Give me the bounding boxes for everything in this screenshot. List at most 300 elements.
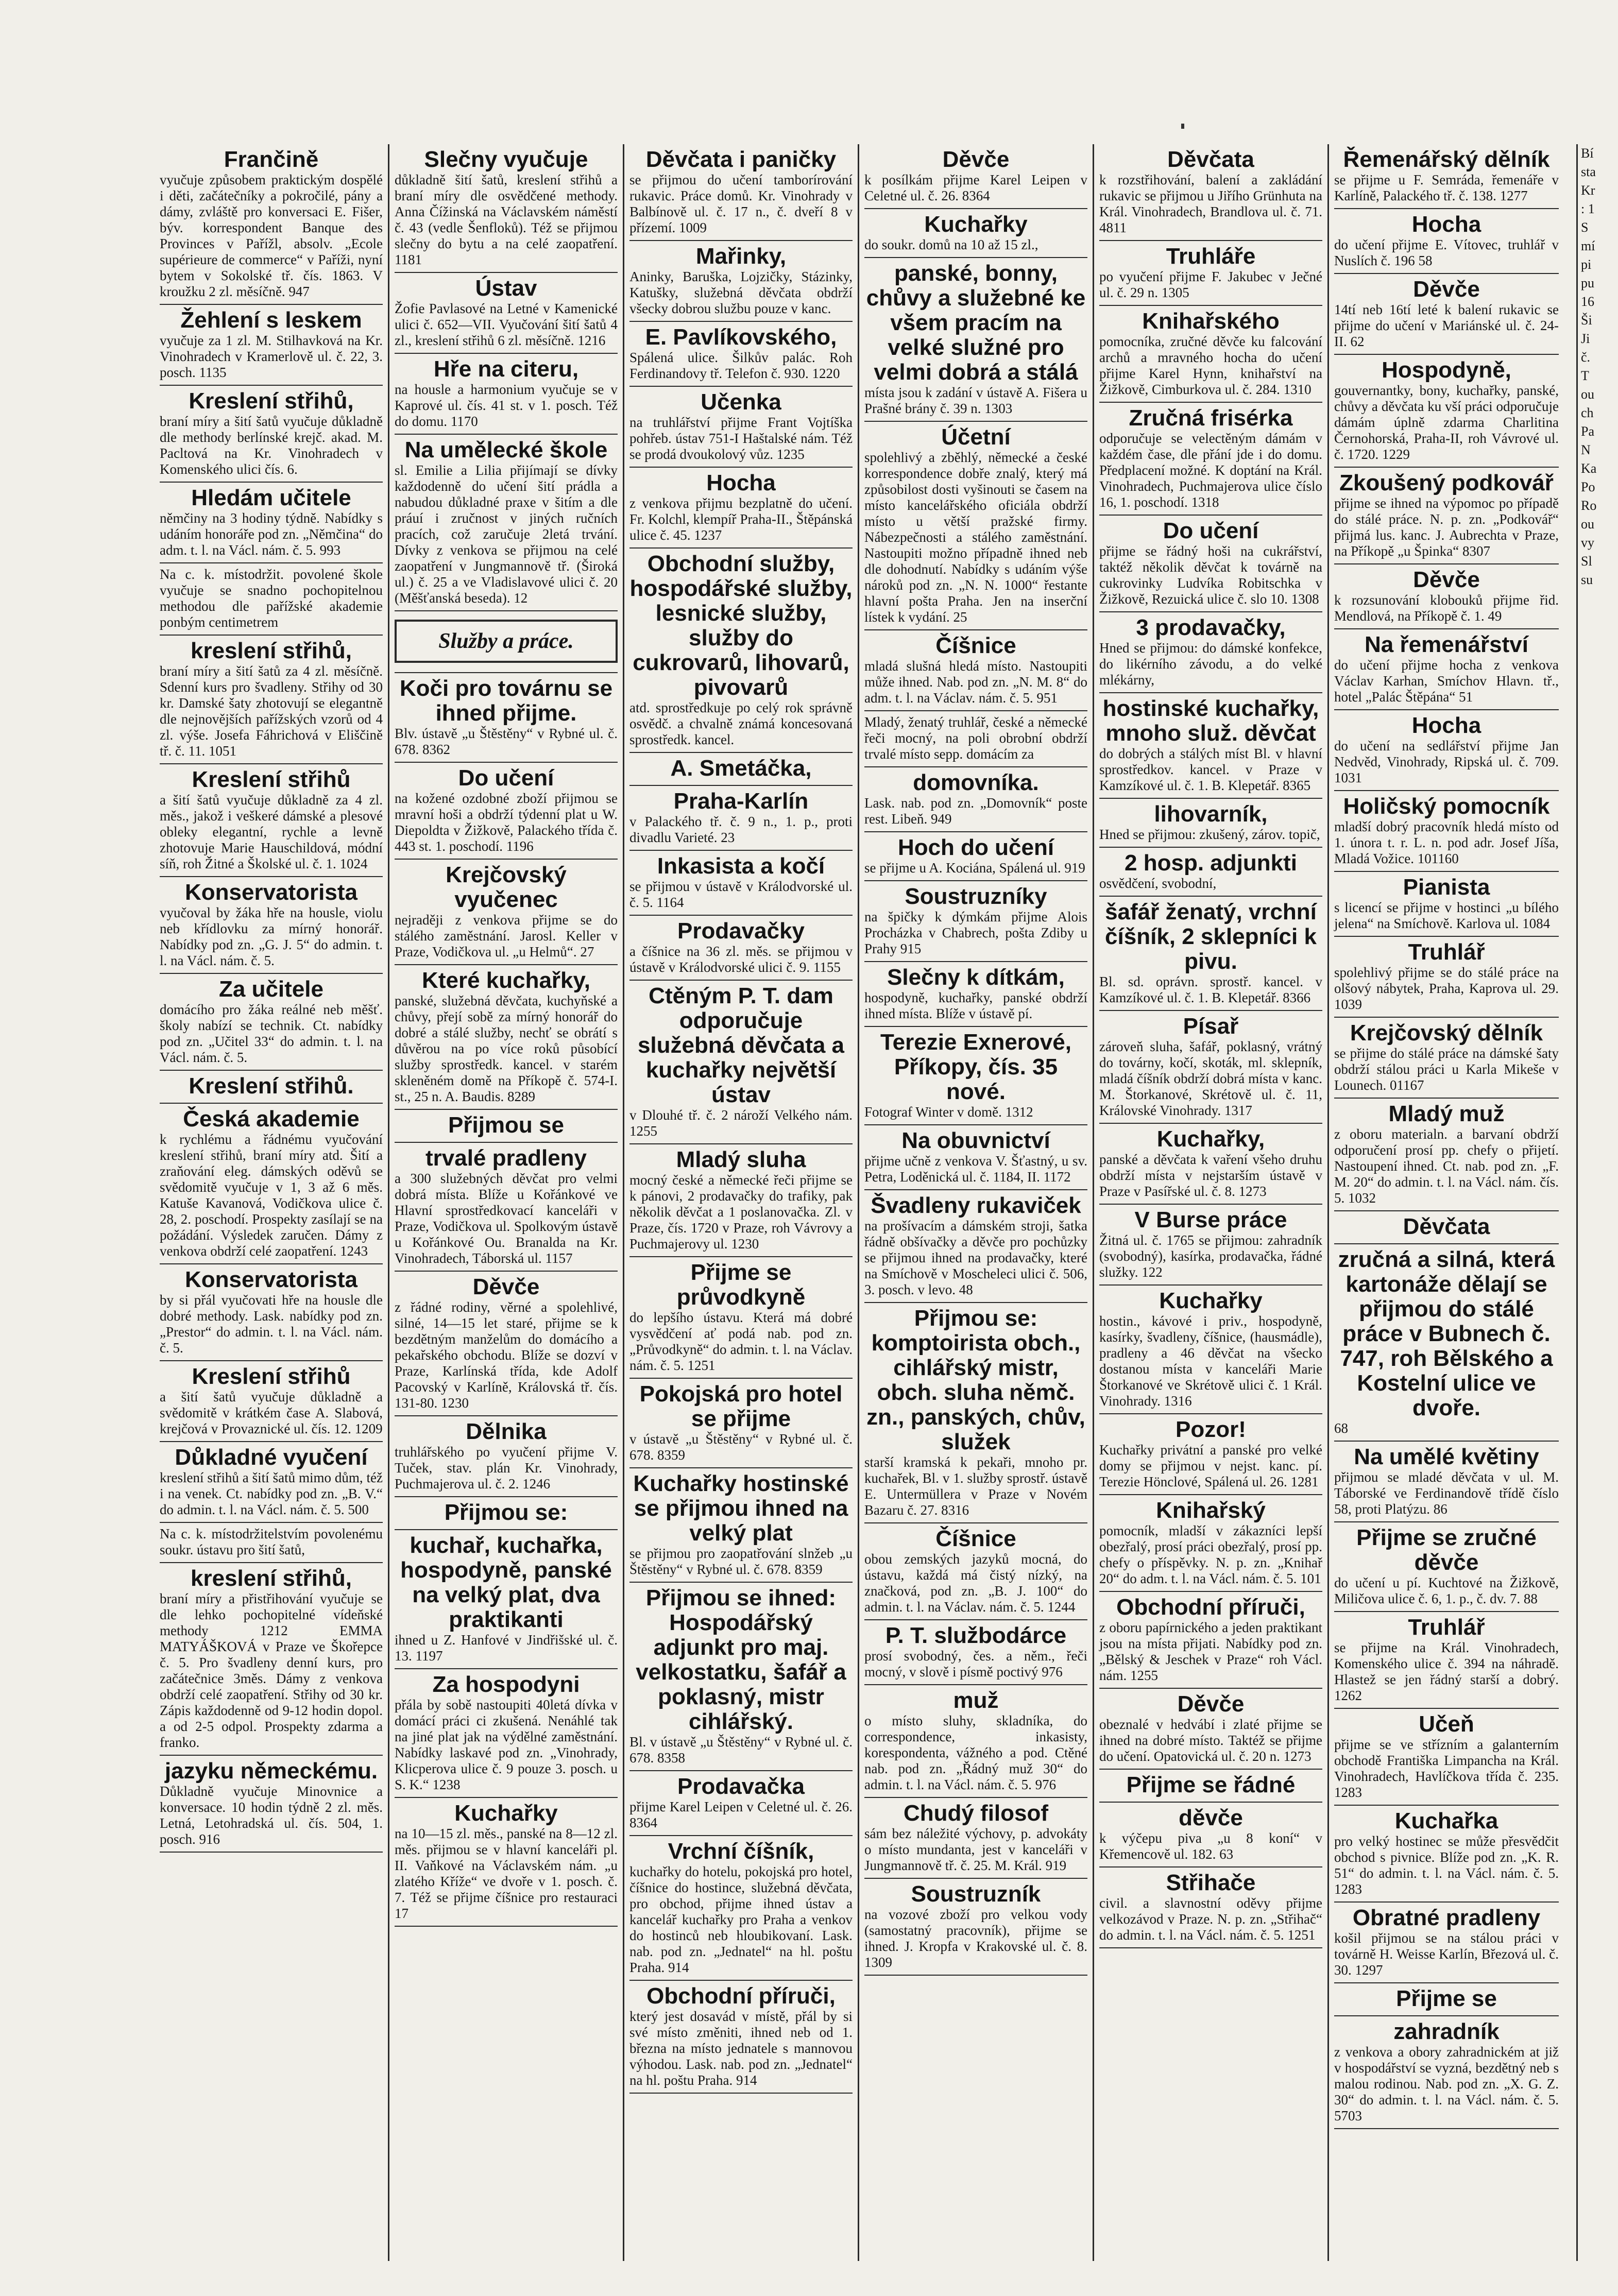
ad-heading: Slečny vyučuje [424,147,588,172]
classified-ad [160,386,383,483]
classified-ad [1334,710,1559,791]
classified-ad [864,1303,1087,1523]
ad-body: osvědčení, svobodní, [1099,876,1217,891]
ad-heading: Děvče [472,1274,540,1299]
ad-heading: Inkasista a kočí [657,853,825,879]
ad-heading: Kuchařky [454,1801,558,1826]
ad-heading: děvče [1179,1805,1243,1830]
ad-body: přijme se ve střízním a galanterním obchodě Františka Limpancha na Král. Vinohradech, Havlíčkova třída č. 235. 1283 [1334,1737,1559,1800]
ad-body: z řádné rodiny, věrné a spolehlivé, silné, 14—15 let staré, přijme se k bezdětným manželům do domácího a pekařského obchodu. Blíže se dozví v Praze, Karlínská třída, kde Adolf Pacovský v Karlíně, Královská tř. čís. 131-80. 1230 [395,1299,618,1411]
ad-body: přijme učně z venkova V. Šťastný, u sv. Petra, Loděnická ul. č. 1184, II. 1172 [864,1153,1087,1185]
ad-heading: Soustruzník [911,1881,1041,1907]
ad-heading: Děvčata i paničky [645,147,837,172]
classified-ad [864,962,1087,1027]
classified-ad [1099,1414,1322,1495]
classified-ad [864,1027,1087,1125]
ad-body: obeznalé v hedvábí i zlaté přijme se ihned na dobré místo. Taktéž se přijme do učení. Opatovická ul. č. 20 n. 1273 [1099,1717,1322,1764]
classified-ad [160,877,383,974]
ad-heading: Hocha [1411,713,1481,738]
cut-off-text-fragment: ou [1581,387,1594,402]
cut-off-text-fragment: Ši [1581,313,1592,328]
cut-off-text-fragment: pi [1581,257,1592,272]
classified-ad [1334,2016,1559,2129]
ad-body: se přijme na Král. Vinohradech, Komenského ulice č. 394 na náhradě. Hlastež se jen řádný starší a dobrý. 1262 [1334,1640,1559,1703]
ad-heading: Řemenářský dělník [1343,147,1550,172]
ad-heading: Účetní [941,424,1011,450]
column-5 [1094,144,1329,2261]
ad-heading: hostinské kuchařky, mnoho služ. děvčat [1102,696,1319,746]
ad-heading: Přijmou se: komptoirista obch., cihlářský mistr, obch. sluha němč. zn., panských, chův, služek [866,1306,1085,1454]
classified-ad [1099,1286,1322,1414]
ad-heading: Pianista [1403,875,1490,900]
classified-ad [629,786,853,851]
ad-heading: kuchař, kuchařka, hospodyně, panské na velký plat, dva praktikanti [400,1533,612,1632]
classified-ad [1334,872,1559,937]
ad-heading: Pokojská pro hotel se přijme [639,1381,843,1431]
classified-ad [1099,693,1322,799]
ad-heading: Konservatorista [184,1267,357,1292]
ad-body: Aninky, Baruška, Lojzičky, Stázinky, Katušky, služebná děvčata obdrží všecky dobrou službu pouze v kanc. [629,269,853,316]
ad-body: domácího pro žáka reálné neb měšť. školy nabízí se technik. Ct. nabídky pod zn. „Učitel 33“ do admin. t. l. na Václ. nám. č. 5. [160,1002,383,1065]
classified-ad [1334,209,1559,274]
classified-ad [629,1836,853,1981]
ad-body: Blv. ústavě „u Štěstěny“ v Rybné ul. č. 678. 8362 [395,726,618,757]
classified-ad [160,1756,383,1853]
classified-ad [864,1523,1087,1620]
ad-body: k posílkám přijme Karel Leipen v Celetné ul. č. 26. 8364 [864,172,1087,203]
ad-body: a šití šatů vyučuje důkladně a svědomitě v krátkém čase A. Slabová, krejčová v Provaznické ul. čís. 12. 1209 [160,1389,383,1436]
cut-off-text-fragment: Kr [1581,183,1595,198]
classified-ad [629,1468,853,1583]
ad-body: košil přijmou se na stálou práci v továrně H. Weisse Karlín, Březová ul. č. 30. 1297 [1334,1930,1559,1978]
ad-body: vyučoval by žáka hře na housle, violu neb křídlovku za mírný honorář. Nabídky pod zn. „G. J. 5“ do admin. t. l. na Václ. nám. č. 5. [160,905,383,968]
ad-body: braní míry a šití šatů vyučuje důkladně dle methody berlínské krejč. akad. M. Pacltová na Kr. Vinohradech v Komenského ulici čís. 6. [160,414,383,477]
ad-heading: Truhlář [1408,939,1485,965]
ad-body: z oboru papírnického a jeden praktikant jsou na místa přijati. Nabídky pod zn. „Bělský & Jeschek v Praze“ roh Václ. nám. 1255 [1099,1620,1322,1683]
ad-body: s licencí se přijme v hostinci „u bílého jelena“ na Smíchově. Karlova ul. 1084 [1334,900,1559,931]
ad-body: přijme se řádný hoši na cukrářství, taktéž několik děvčat k továrně na cukrovinky Ludvíka Robitschka v Žižkově, Rezuická ulice č. slo 10. 1308 [1099,543,1322,607]
ad-heading: Do učení [458,765,554,791]
classified-ad [395,1143,618,1272]
ad-body: civil. a slavnostní oděvy přijme velkozávod v Praze. N. p. zn. „Střihač“ do admin. t. l. na Václ. nám. č. 5. 1251 [1099,1895,1322,1943]
classified-ad [864,258,1087,422]
classified-ad [864,1798,1087,1879]
ad-heading: šafář ženatý, vrchní číšník, 2 sklepníci k pivu. [1105,899,1317,974]
ad-heading: Děvče [1177,1691,1245,1717]
ad-heading: Prodavačky [677,918,805,944]
ad-heading: 3 prodavačky, [1136,615,1286,640]
ad-body: mladší dobrý pracovník hledá místo od 1. února t. r. L. n. pod adr. Josef Jíša, Mladá Vožice. 101160 [1334,819,1559,866]
ad-heading: Chudý filosof [903,1801,1049,1826]
cut-off-text-fragment: Pa [1581,424,1594,439]
classified-ad [395,673,618,763]
ad-body: Mladý, ženatý truhlář, české a německé řeči mocný, na poli obrobní obdrží trvalé místo sepp. domácím za [864,714,1087,762]
column-2 [389,144,624,2261]
ad-heading: Mladý sluha [676,1147,806,1172]
ad-body: vyučuje způsobem praktickým dospělé i děti, začátečníky a pokročilé, pány a dámy, zvláště pro konversaci E. Fišer, býv. korrespondent Banque des Provinces v Pařížl, absolv. „Ecole supérieure de commerce“ v Paříži, nyní bytem v Sokolské tř. čís. 1863. V kroužku 2 zl. měsíčně. 947 [160,172,383,299]
ad-body: z venkova a obory zahradnickém at již v hospodářství se vyzná, bezdětný neb s malou rodinou. Nab. pod zn. „X. G. Z. 30“ do admin. t. l. na Václ. nám. č. 5. 5703 [1334,2044,1559,2123]
classified-ad [1334,1244,1559,1442]
classified-ad [1334,355,1559,468]
cut-off-text-fragment: N [1581,442,1591,457]
ad-heading: Kuchařky [924,212,1028,237]
ad-body: Bl. sd. oprávn. sprostř. kancel. v Kamzíkové ul. č. 1. B. Klepetář. 8366 [1099,974,1322,1005]
ad-body: braní míry a přistřihování vyučuje se dle lehko pochopitelné vídeňské methody 1212 EMMA MATYÁŠKOVÁ v Praze ve Škořepce č. 5. Pro švadleny denní kurs, pro začátečnice 3měs. Dámy z venkova obdrží celé zaopatření. Střihy od 30 kr. Zápis každodenně od 9-12 hodin dopol. a od 2-5 odpol. Prospekty zdarma a franko. [160,1591,383,1750]
ad-heading: P. T. službodárce [885,1623,1067,1648]
ad-heading: Praha-Karlín [673,789,809,814]
ad-body: kuchařky do hotelu, pokojská pro hotel, číšnice do hostince, služebná děvčata, pro obchod, přijme ihned ústav a kancelář kuchařky pro Praha a venkov do hostinců neb hloubikovaní. Lask. nab. pod zn. „Jednatel“ na hl. poštu Praha. 914 [629,1864,853,1975]
ad-heading: Do učení [1163,518,1259,543]
classified-ad [1099,1124,1322,1205]
ink-speck [1181,124,1184,129]
ad-heading: Děvčata [1403,1214,1490,1239]
ad-body: místa jsou k zadání v ústavě A. Fišera u Prašné brány č. 39 n. 1303 [864,385,1087,416]
classified-ad [629,549,853,753]
classified-ad [1334,1442,1559,1522]
classified-ad [864,1125,1087,1190]
ad-heading: Za učitele [219,976,323,1002]
cut-off-text-fragment: Po [1581,479,1595,494]
classified-ad [1099,1205,1322,1286]
classified-ad [629,753,853,786]
ad-heading: Důkladné vyučení [175,1445,368,1470]
ad-body: vyučuje za 1 zl. M. Stilhavková na Kr. Vinohradech v Kramerlově ul. č. 22, 3. posch. 1135 [160,333,383,380]
classified-ad [395,763,618,860]
classified-ad [629,322,853,387]
ad-heading: Knihařský [1156,1498,1266,1523]
classified-ad [1099,848,1322,897]
column-1 [155,144,389,2261]
ad-body: k výčepu piva „u 8 koní“ v Křemencově ul. 182. 63 [1099,1830,1322,1862]
ad-body: obou zemských jazyků mocná, do ústavu, každá má čistý nízký, na značková, pod zn. „B. J. 100“ do admin. t. l. na Václav. nám. č. 5. 1244 [864,1551,1087,1615]
ad-heading: Kuchařky, [1156,1126,1265,1152]
ad-body: do učení na sedlářství přijme Jan Nedvěd, Vinohrady, Ripská ul. č. 709. 1031 [1334,738,1559,785]
classified-ad [160,1523,383,1563]
classified-ad [1334,1211,1559,1244]
classified-ad [1334,1903,1559,1983]
classified-ad [1099,1770,1322,1803]
ad-body: v Dlouhé tř. č. 2 nároží Velkého nám. 1255 [629,1107,853,1139]
classified-ad [864,1190,1087,1303]
column-6 [1329,144,1564,2261]
ad-body: přijmou se mladé děvčata v ul. M. Táborské ve Ferdinandově třídě číslo 58, proti Platýzu. 86 [1334,1469,1559,1517]
classified-ad [160,1104,383,1264]
classified-ad [864,144,1087,209]
ad-body: se přijmou v ústavě v Králodvorské ul. č. 5. 1164 [629,879,853,910]
ad-heading: Kuchařka [1394,1808,1498,1834]
ad-body: v Palackého tř. č. 9 n., 1. p., proti divadlu Varieté. 23 [629,814,853,845]
classified-ad [395,273,618,354]
ad-body: Na c. k. místodržitelstvím povolenému soukr. ústavu pro šití šatů, [160,1526,383,1557]
ad-body: v ústavě „u Štěstěny“ v Rybné ul. č. 678. 8359 [629,1431,853,1463]
ad-body: na truhlářství přijme Frant Vojtíška pohřeb. ústav 751-I Haštalské nám. Též se prodá dvoukolový vůz. 1235 [629,415,853,462]
cut-off-text-fragment: Ka [1581,461,1597,476]
ad-heading: Kreslení střihů, [189,388,354,414]
ad-body: Hned se přijmou: zkušený, zárov. topič, [1099,827,1320,842]
cut-off-text-fragment: Bí [1581,146,1594,161]
classified-ad [864,767,1087,832]
ad-heading: Truhláře [1166,244,1256,269]
classified-ad [1099,144,1322,241]
ad-body: pomocníka, zručné děvče ku falcování archů a mravného hocha do učení přijme Karel Hynn, knihařství na Žižkově, Cimburkova ul. č. 284. 1310 [1099,334,1322,397]
ad-body: němčiny na 3 hodiny týdně. Nabídky s udáním honoráře pod zn. „Němčina“ do adm. t. l. na Václ. nám. č. 5. 993 [160,510,383,558]
classified-ad [1099,1689,1322,1770]
cut-off-text-fragment: Sl [1581,554,1592,569]
ad-heading: Přijmou se: [444,1500,568,1525]
ad-body: spolehlivý a zběhlý, německé a české korrespondence dobře znalý, který má způsobilost dosti vyšinouti se časem na místo kancelářského oficiála obdrží místo u větší pražské firmy. Nábezpečnosti a stálého zaměstnání. Nastoupiti možno případně ihned neb dle dohodnutí. Nabídky s udáním výše nároků pod zn. „N. N. 1000“ řestante hlavní pošta Praha. Jen na inserční lístek k vydání. 25 [864,450,1087,625]
ad-body: truhlářského po vyučení přijme V. Tuček, stav. plán Kr. Vinohrady, Puchmajerova ul. č. 2. 1246 [395,1444,618,1492]
ad-heading: Mařinky, [695,244,787,269]
ad-body: do učení přijme E. Vítovec, truhlář v Nuslích č. 196 58 [1334,237,1559,268]
ad-body: Fotograf Winter v domě. 1312 [864,1104,1033,1120]
ad-heading: Přijme se zručné děvče [1356,1525,1537,1575]
classified-ad [160,563,383,636]
ad-body: hostin., kávové i priv., hospodyně, kasírky, švadleny, číšnice, (hausmádle), pradleny a 46 děvčat na všecko dostanou místa v kanceláři Marie Štorkanové ve Skrétově ulici č. 1 Král. Vinohrady. 1316 [1099,1313,1322,1409]
ad-heading: V Burse práce [1134,1207,1287,1232]
ad-heading: Obchodní příruči, [646,1983,836,2009]
ad-body: odporučuje se velectěným dámám v každém čase, dle přání jde i do domu. Předplacení možné. K doptání na Král. Vinohradech, Puchmajerova ulice číslo 16, 1. poschodí. 1318 [1099,431,1322,510]
classified-ad [864,1685,1087,1798]
ad-body: do učení přijme hocha z venkova Václav Karhan, Smíchov Hlavn. tř., hotel „Palác Štěpána“ 51 [1334,657,1559,705]
ad-heading: Mladý muž [1388,1101,1505,1126]
ad-body: mladá slušná hledá místo. Nastoupiti může ihned. Nab. pod zn. „N. M. 8“ do adm. t. l. na Václav. nám. č. 5. 951 [864,658,1087,706]
classified-ad [629,981,853,1144]
ad-heading: Na obuvnictví [901,1128,1050,1153]
cut-off-text-fragment: ch [1581,405,1594,420]
ad-heading: Krejčovský vyučenec [446,862,567,912]
ad-body: důkladně šití šatů, kreslení střihů a braní míry dle osvědčené methody. Anna Čížinská na Václavském náměstí č. 43 (vedle Šenfloků). Též se přijmou slečny do bytu a na celé zaopatření. 1181 [395,172,618,267]
classified-ad [864,1620,1087,1685]
ad-heading: Na umělecké škole [404,437,608,462]
ad-body: Hned se přijmou: do dámské konfekce, do likérního závodu, a do velké mlékárny, [1099,640,1322,688]
classified-ad [395,435,618,611]
ad-heading: A. Smetáčka, [670,756,812,781]
ad-body: panské a děvčata k vaření všeho druhu obdrží místa v nejstarším ústavě v Praze v Pasířské ul. č. 8. 1273 [1099,1152,1322,1199]
ad-body: by si přál vyučovati hře na housle dle dobré methody. Lask. nabídky pod zn. „Prestor“ do admin. t. l. na Václ. nám. č. 5. [160,1292,383,1356]
classified-ad [160,764,383,877]
classified-ad [629,144,853,241]
ad-heading: Hospodyně, [1382,357,1511,383]
ad-body: Spálená ulice. Šilkův palác. Roh Ferdinandovy tř. Telefon č. 930. 1220 [629,350,853,381]
ad-heading: Terezie Exnerové, Příkopy, čís. 35 nové. [880,1030,1071,1104]
ad-heading: Obchodní služby, hospodářské služby, lesnické služby, služby do cukrovarů, lihovarů, pivovarů [629,551,853,700]
ad-heading: Dělnika [466,1419,547,1444]
classified-ad [864,881,1087,962]
ad-heading: Hoch do učení [897,835,1054,860]
ad-body: Žitná ul. č. 1765 se přijmou: zahradník (svobodný), kasírka, prodavačka, řádné služky. 122 [1099,1232,1322,1280]
classified-ad [1099,897,1322,1011]
ad-heading: Koči pro továrnu se ihned přijme. [399,676,613,726]
cut-off-text-fragment: pu [1581,276,1594,290]
ad-body: Důkladně vyučuje Minovnice a konversace. 10 hodin týdně 2 zl. měs. Letná, Letohradská ul. čís. 504, 1. posch. 916 [160,1784,383,1847]
classified-ad [629,1144,853,1257]
ad-heading: Přijme se průvodkyně [676,1260,806,1310]
ad-heading: Za hospodyni [432,1672,580,1697]
classified-ad [395,1416,618,1497]
ad-heading: Knihařského [1142,309,1280,334]
ad-body: z oboru materialn. a barvaní obdrží odporučení prosí pp. chefy o přijetí. Nastoupení ihned. Ct. nab. pod zn. „F. M. 20“ do admin. t. l. na Václ. nám. čís. 5. 1032 [1334,1126,1559,1206]
ad-body: Na c. k. místodržit. povolené škole vyučuje se snadno pochopitelnou methodou dle pařížské akademie ponbým centimetrem [160,567,383,630]
ad-body: zároveň sluha, šafář, poklasný, vrátný do továrny, kočí, skoták, ml. sklepník, mladá číšník obdrží dobrá místa v kanc. M. Štorkanové, Skrétově ul. č. 11, Královské Vinohrady. 1317 [1099,1039,1322,1118]
classified-ad [1099,1592,1322,1689]
classified-ad [160,305,383,386]
ad-heading: E. Pavlíkovského, [645,324,837,350]
ad-body: na housle a harmonium vyučuje se v Kaprové ul. čís. 41 st. v 1. posch. Též do domu. 1170 [395,382,618,429]
classified-ad [1334,1018,1559,1099]
ad-body: Kuchařky privátní a panské pro velké domy se přijmou v nejst. kanc. pí. Terezie Hönclové, Spálená ul. 26. 1281 [1099,1442,1322,1489]
classified-ad [160,1361,383,1442]
ad-heading: Zkoušený podkovář [1339,470,1554,495]
classified-ad [864,422,1087,630]
classified-ad [395,965,618,1110]
ad-heading: Přijme se [1396,1986,1497,2011]
ad-heading: Kreslení střihů [192,1364,351,1389]
ad-body: na 10—15 zl. měs., panské na 8—12 zl. měs. přijmou se v hlavní kanceláři pl. II. Vaňkové na Václavském nám. „u zlatého Kříže“ ve dvoře v 1. posch. č. 7. Též se přijme číšnice pro restauraci 17 [395,1826,618,1921]
ad-heading: Švadleny rukaviček [871,1193,1081,1218]
ad-body: z venkova přijmu bezplatně do učení. Fr. Kolchl, klempíř Praha-II., Štěpánská ulice č. 45. 1237 [629,495,853,543]
classified-ad [1099,516,1322,612]
ad-body: spolehlivý přijme se do stálé práce na olšový nábytek, Praha, Kaprova ul. 29. 1039 [1334,965,1559,1012]
cut-off-text-fragment: ou [1581,517,1594,532]
ad-body: do lepšího ústavu. Která má dobré vysvědčení ať podá nab. pod zn. „Průvodkyně“ do admin. t. l. na Václav. nám. č. 5. 1251 [629,1310,853,1373]
classified-ad [1334,629,1559,710]
classified-ad [629,1981,853,2094]
classified-ad [1334,937,1559,1018]
ad-body: nejraději z venkova přijme se do stálého zaměstnání. Jarosl. Keller v Praze, Vodičkova ul. „u Helmů“. 27 [395,912,618,959]
ad-body: gouvernantky, bony, kuchařky, panské, chůvy a děvčata ku vší práci odporučuje dámám úplně zdarma Charlitina Černohorská, Praha-II, roh Vávrové ul. č. 1720. 1229 [1334,383,1559,462]
classified-ad [1334,1709,1559,1806]
classified-ad [160,1442,383,1523]
classified-ad [1099,241,1322,306]
classified-ad [1334,1612,1559,1709]
classified-ad [1334,564,1559,629]
cut-off-text-fragment: vy [1581,535,1594,550]
ad-heading: Které kuchařky, [422,968,590,993]
ad-heading: Střihače [1166,1870,1256,1895]
classified-ad [160,144,383,305]
cut-off-text-fragment: : 1 [1581,201,1595,216]
ad-heading: Děvče [1413,567,1480,592]
classified-ad [395,1497,618,1530]
ad-heading: domovníka. [913,770,1039,795]
ad-heading: Soustruzníky [905,884,1047,909]
classified-ad [629,916,853,981]
ad-body: pro velký hostinec se může přesvědčit obchod s pivnice. Blíže pod zn. „K. R. 51“ do admin. t. l. na Václ. nám. č. 5. 1283 [1334,1834,1559,1897]
ad-body: do soukr. domů na 10 až 15 zl., [864,237,1038,252]
ad-body: do dobrých a stálých míst Bl. v hlavní sprostředkov. kancel. v Praze v Kamzíkové ul. č. 1. B. Klepetář. 8365 [1099,746,1322,793]
ad-body: Žofie Pavlasové na Letné v Kamenické ulici č. 652—VII. Vyučování šití šatů 4 zl., kreslení střihů 6 zl. měsíčně. 1216 [395,301,618,348]
ad-body: braní míry a šití šatů za 4 zl. měsíčně. Sdenní kurs pro švadleny. Střihy od 30 kr. Damské šaty zhotovují se elegantně dle nejnovějších pařížských vzorů od 4 zl. výše. Josefa Fáhrichová v Eliščině tř. č. 11. 1051 [160,663,383,759]
ad-body: do učení u pí. Kuchtové na Žižkově, Miličova ulice č. 6, 1. p., č. dv. 7. 88 [1334,1575,1559,1606]
ad-heading: Hře na citeru, [433,356,579,382]
classified-ad [629,1257,853,1379]
classified-ad [864,630,1087,711]
ad-body: na špičky k dýmkám přijme Alois Procházka v Chabrech, pošta Zdiby u Prahy 915 [864,909,1087,956]
ad-body: na prošívacím a dámském stroji, šatka řádně obšívačky a děvče pro pochůzky se přijmou ihned na prodavačky, které na Smíchově v Moscheleci ulici č. 506, 3. posch. v levo. 48 [864,1218,1087,1297]
ad-heading: Přijme se řádné [1126,1772,1296,1797]
ad-heading: Pozor! [1176,1417,1246,1442]
cut-off-text-fragment: Ji [1581,331,1590,346]
classified-ad [1099,1867,1322,1948]
ad-body: starší kramská k pekaři, mnoho pr. kuchařek, Bl. v 1. služby sprostř. ústavě E. Untermüllera v Praze v Novém Bazaru č. 27. 8316 [864,1454,1087,1518]
classified-ad [1099,1495,1322,1592]
column-4 [859,144,1094,2261]
ad-heading: Truhlář [1408,1615,1485,1640]
ad-heading: Číšnice [935,633,1016,658]
classified-ad [395,860,618,965]
ad-heading: Česká akademie [183,1106,360,1132]
ad-body: a číšnice na 36 zl. měs. se přijmou v ústavě v Králodvorské ulici č. 9. 1155 [629,944,853,975]
classified-ad [1099,1011,1322,1124]
ad-heading: Slečny k dítkám, [887,965,1065,990]
classified-ad [160,483,383,563]
classified-ad [395,1272,618,1416]
ad-body: 68 [1334,1420,1348,1436]
classified-ad [864,1879,1087,1976]
ad-body: se přijme u A. Kociána, Spálená ul. 919 [864,860,1085,876]
ad-heading: Písař [1183,1014,1239,1039]
ad-body: přijme Karel Leipen v Celetné ul. č. 26. 8364 [629,1799,853,1830]
ad-body: se přijmou do učení tamborírování rukavic. Práce domů. Kr. Vinohrady v Balbínově ul. č. 17 n., č. dveří 8 v přízemí. 1009 [629,172,853,235]
ad-heading: Děvče [1413,277,1480,302]
classified-columns [155,144,1566,2261]
ad-heading: Kreslení střihů. [189,1073,354,1099]
ad-heading: Vrchní číšník, [668,1839,814,1864]
ad-body: na vozové zboží pro velkou vody (samostatný pracovník), přijme se ihned. J. Kropfa v Krakovské ul. č. 8. 1309 [864,1907,1087,1970]
classified-ad [1099,1803,1322,1867]
ad-heading: Kreslení střihů [192,767,351,792]
ad-heading: Učenka [701,389,781,415]
ad-body: přijme se ihned na výpomoc po případě do stálé práce. N. p. zn. „Podkovář“ přijmá lus. kanc. J. Aubrechta v Praze, na Příkopě „u Špinka“ 8307 [1334,495,1559,559]
ad-heading: Ústav [475,276,537,301]
ad-body: prosí svobodný, čes. a něm., řeči mocný, v slově i písmě poctivý 976 [864,1648,1087,1680]
classified-ad [160,1264,383,1361]
ad-heading: Kuchařky hostinské se přijmou ihned na velký plat [633,1471,849,1546]
ad-body: hospodyně, kuchařky, panské obdrží ihned místa. Blíže v ústavě pí. [864,990,1087,1021]
ad-heading: zručná a silná, která kartonáže dělají se přijmou do stálé práce v Bubnech č. 747, roh Bělského a Kostelní ulice ve dvoře. [1338,1247,1555,1420]
ad-heading: lihovarník, [1154,801,1268,827]
classified-ad [395,144,618,273]
ad-heading: Hledám učitele [191,485,351,510]
ad-body: Bl. v ústavě „u Štěstěny“ v Rybné ul. č. 678. 8358 [629,1734,853,1766]
classified-ad [1334,144,1559,209]
classified-ad [160,974,383,1071]
cut-off-text-fragment: Ro [1581,498,1597,513]
classified-ad [1099,306,1322,403]
ad-body: pomocník, mladší v zákazníci lepší obezřalý, prosí práci obezřalý, prosí pp. chefy o příspěvky. N. p. zn. „Knihař 20“ do adm. t. l. na Václ. nám. č. 5. 101 [1099,1523,1322,1586]
cut-off-text-fragment: č. [1581,350,1591,365]
ad-body: a šití šatů vyučuje důkladně za 4 zl. měs., jakož i veškeré dámské a plesové obleky elegantní, rychle a levně zhotovuje Marie Hauschildová, módní síň, roh Žitné a Školské ul. č. 1. 1024 [160,792,383,871]
classified-ad [160,636,383,764]
classified-ad [629,241,853,322]
ad-body: kreslení střihů a šití šatů mimo dům, též i na venek. Ct. nabídky pod zn. „B. V.“ do admin. t. l. na Václ. nám. č. 5. 500 [160,1470,383,1517]
section-banner: Služby a práce. [395,620,618,663]
cut-off-text-fragment: T [1581,368,1589,383]
classified-ad [629,1771,853,1836]
classified-ad [1334,791,1559,872]
classified-ad [864,832,1087,881]
ad-body: mocný české a německé řeči přijme se k pánovi, 2 prodavačky do trafiky, pak několik děvčat a 1 poslanovačka. Zl. v Praze, čís. 1720 v Praze, roh Vávrovy a Puchmajerovy ul. 1230 [629,1172,853,1252]
ad-heading: Holičský pomocník [1343,794,1550,819]
ad-heading: kreslení střihů, [190,638,352,663]
classified-ad [1334,1522,1559,1612]
classified-ad [160,1071,383,1104]
ad-body: sám bez náležité výchovy, p. advokáty o místo mundanta, jest v kanceláři v Jungmannově tř. č. 25. M. Král. 919 [864,1826,1087,1873]
ad-body: k rychlému a řádnému vyučování kreslení střihů, braní míry atd. Šití a zraňování eleg. dámských oděvů se svědomitě vyučuje v 1, 3 až 6 měs. Katuše Kavanová, Vodičkova ulice č. 28, 2. poschodí. Prospekty zasílají se na požádání. Výsledek zaručen. Dámy z venkova obdrží celé zaopatření. 1243 [160,1132,383,1259]
ad-heading: Hocha [1411,212,1481,237]
cut-off-text-fragment: sta [1581,164,1596,179]
ad-heading: Děvče [942,147,1010,172]
